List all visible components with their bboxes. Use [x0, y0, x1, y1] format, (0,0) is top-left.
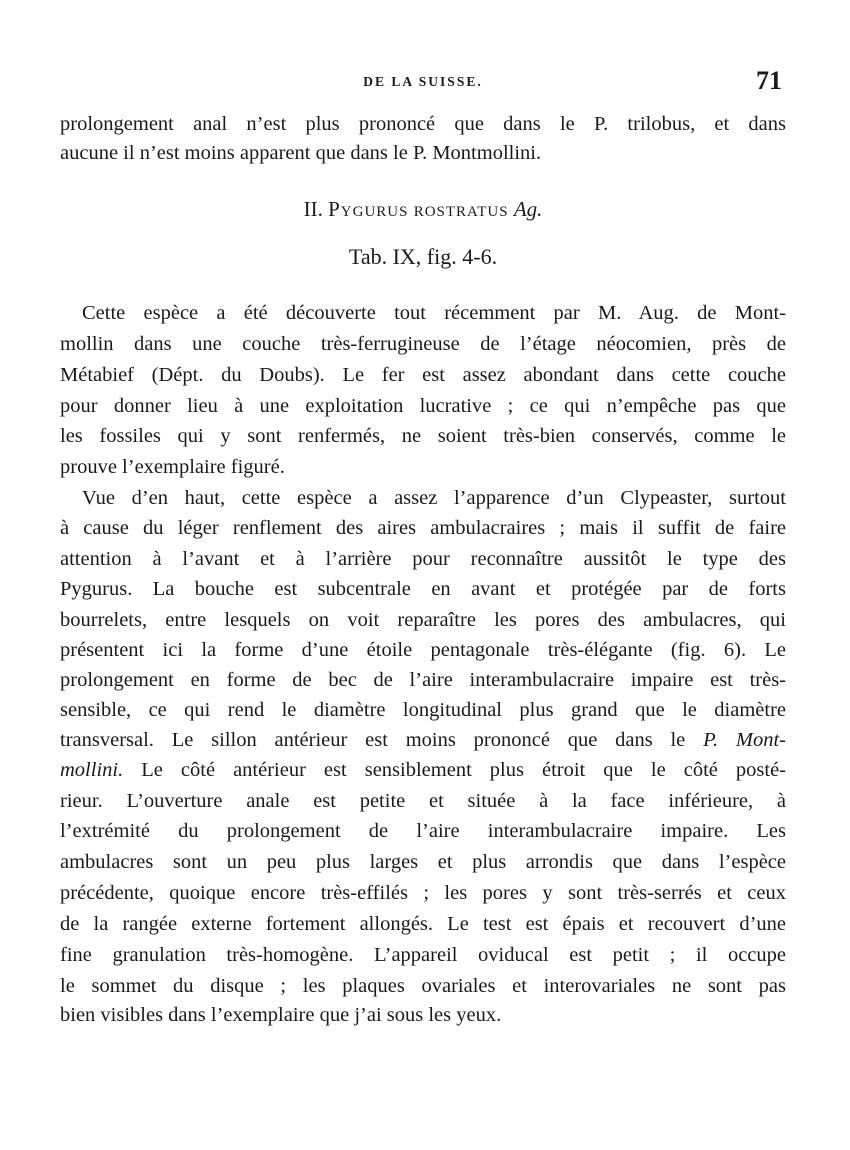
paragraph-line: fine granulation très-homogène. L’appareil oviducal est petit ; il occupe — [60, 944, 786, 966]
paragraph-line — [60, 725, 786, 755]
species-heading — [60, 194, 786, 224]
paragraph-line: Cette espèce a été découverte tout récemment par M. Aug. de Mont- — [82, 302, 786, 324]
page-header — [60, 66, 786, 96]
paragraph-line: ambulacres sont un peu plus larges et plus arrondis que dans l’espèce — [60, 851, 786, 873]
paragraph-line: présentent ici la forme d’une étoile pentagonale très-élégante (fig. 6). Le — [60, 639, 786, 661]
species-epithet: rostratus — [413, 197, 509, 221]
running-head: DE LA SUISSE. — [363, 74, 483, 89]
paragraph-line: mollin dans une couche très-ferrugineuse de l’étage néocomien, près de — [60, 333, 786, 355]
paragraph-line: prouve l’exemplaire figuré. — [60, 456, 285, 478]
intro-line: prolongement anal n’est plus prononcé que dans le P. trilobus, et dans — [60, 113, 786, 135]
line-text: Le côté antérieur est sensiblement plus étroit que le côté posté- — [123, 759, 786, 781]
plate-reference: Tab. IX, fig. 4-6. — [348, 244, 498, 269]
page-number: 71 — [756, 66, 782, 95]
paragraph-line: attention à l’avant et à l’arrière pour reconnaître aussitôt le type des — [60, 548, 786, 570]
species-genus: Pygurus — [328, 197, 409, 221]
paragraph-line: prolongement en forme de bec de l’aire interambulacraire impaire est très- — [60, 669, 786, 691]
species-name-italic: mollini. — [60, 759, 124, 781]
paragraph-line: les fossiles qui y sont renfermés, ne soient très-bien conservés, comme le — [60, 425, 786, 447]
paragraph-line: le sommet du disque ; les plaques ovariales et interovariales ne sont pas — [60, 975, 786, 997]
line-text: transversal. Le sillon antérieur est moins prononcé que dans le — [60, 729, 704, 751]
paragraph-line: sensible, ce qui rend le diamètre longitudinal plus grand que le diamètre — [60, 699, 786, 721]
paragraph-line: bien visibles dans l’exemplaire que j’ai sous les yeux. — [60, 1004, 502, 1026]
paragraph-line: bourrelets, entre lesquels on voit reparaître les pores des ambulacres, qui — [60, 609, 786, 631]
species-number: II. — [303, 197, 323, 221]
species-author: Ag. — [513, 197, 543, 221]
paragraph-line: à cause du léger renflement des aires ambulacraires ; mais il suffit de faire — [60, 517, 786, 539]
paragraph-line: l’extrémité du prolongement de l’aire interambulacraire impaire. Les — [60, 820, 786, 842]
species-name-italic: P. Mont- — [703, 729, 786, 751]
paragraph-line — [60, 755, 786, 785]
paragraph-line: Pygurus. La bouche est subcentrale en avant et protégée par de forts — [60, 578, 786, 600]
paragraph-line: Métabief (Dépt. du Doubs). Le fer est assez abondant dans cette couche — [60, 364, 786, 386]
paragraph-line: pour donner lieu à une exploitation lucrative ; ce qui n’empêche pas que — [60, 395, 786, 417]
intro-line: aucune il n’est moins apparent que dans le P. Montmollini. — [60, 142, 542, 164]
paragraph-line: précédente, quoique encore très-effilés ; les pores y sont très-serrés et ceux — [60, 882, 786, 904]
paragraph-line: Vue d’en haut, cette espèce a assez l’apparence d’un Clypeaster, surtout — [82, 487, 786, 509]
paragraph-line: de la rangée externe fortement allongés. Le test est épais et recouvert d’une — [60, 913, 786, 935]
paragraph-line: rieur. L’ouverture anale est petite et située à la face inférieure, à — [60, 790, 786, 812]
